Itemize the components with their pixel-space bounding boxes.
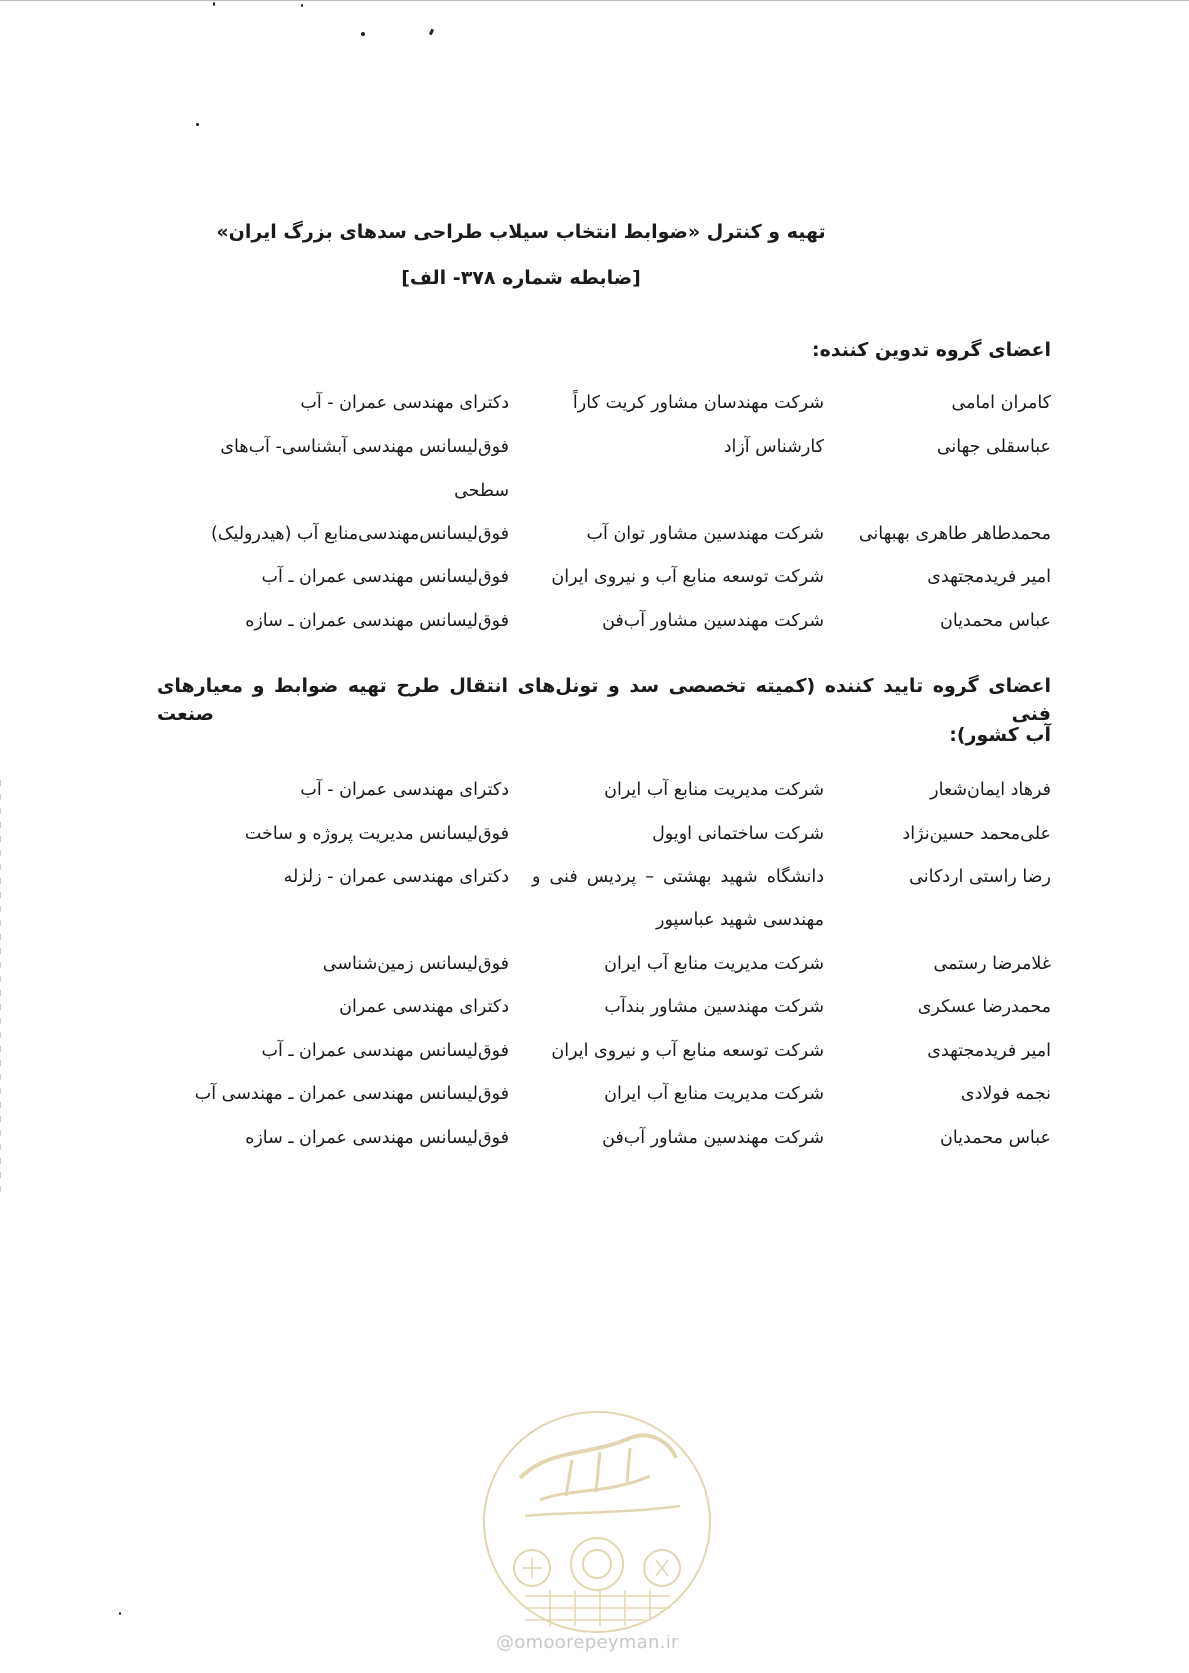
member-degree: فوق‌لیسانس مهندسی عمران ـ آب: [261, 1041, 509, 1061]
watermark-seal-logo: [480, 1408, 714, 1636]
member-row: [0, 1123, 1189, 1153]
member-organization: شرکت مدیریت منابع آب ایران: [604, 1084, 824, 1104]
member-organization: شرکت توسعه منابع آب و نیروی ایران: [551, 1041, 824, 1061]
member-organization: دانشگاه شهید بهشتی – پردیس فنی و: [532, 867, 824, 887]
member-degree: فوق‌لیسانس مهندسی عمران ـ آب: [261, 567, 509, 587]
member-organization: کارشناس آزاد: [723, 437, 824, 457]
approvers-group-heading-continued: آب کشور):: [949, 724, 1051, 746]
member-organization: شرکت مهندسین مشاور بندآب: [604, 997, 824, 1017]
document-title: تهیه و کنترل «ضوابط انتخاب سیلاب طراحی سدهای بزرگ ایران»: [216, 221, 826, 243]
member-name: محمدطاهر طاهری بهبهانی: [858, 524, 1051, 544]
member-name: امیر فریدمجتهدی: [927, 567, 1051, 587]
member-organization: شرکت ساختمانی اویول: [652, 824, 824, 844]
member-degree: دکترای مهندسی عمران - آب: [300, 393, 509, 413]
member-degree: دکترای مهندسی عمران - زلزله: [283, 867, 509, 887]
member-row: [0, 1036, 1189, 1066]
member-degree: فوق‌لیسانس مهندسی عمران ـ سازه: [245, 1128, 509, 1148]
member-row: [0, 949, 1189, 979]
member-degree: فوق‌لیسانس‌مهندسی‌منابع آب (هیدرولیک): [210, 524, 509, 544]
member-degree: دکترای مهندسی عمران: [339, 997, 509, 1017]
member-row: [0, 562, 1189, 592]
member-name: فرهاد ایمان‌شعار: [930, 780, 1051, 800]
member-name: رضا راستی اردکانی: [909, 867, 1051, 887]
member-organization-continued: مهندسی شهید عباسپور: [656, 910, 824, 930]
member-organization: شرکت مهندسین مشاور آب‌فن: [602, 1128, 824, 1148]
member-organization: شرکت مدیریت منابع آب ایران: [604, 954, 824, 974]
scan-speck: [361, 32, 365, 36]
member-name: محمدرضا عسکری: [917, 997, 1051, 1017]
member-row: [0, 519, 1189, 549]
scan-speck: [213, 2, 215, 6]
member-row: [0, 775, 1189, 805]
regulation-number: [ضابطه شماره ۳۷۸- الف]: [401, 267, 641, 289]
member-row: [0, 819, 1189, 849]
scan-speck: [301, 4, 303, 7]
member-row: [0, 1079, 1189, 1109]
watermark-website: @omoorepeyman.ir: [496, 1632, 679, 1653]
member-degree: فوق‌لیسانس مهندسی عمران ـ مهندسی آب: [194, 1084, 509, 1104]
member-degree: فوق‌لیسانس مهندسی آبشناسی- آب‌های: [220, 437, 509, 457]
member-organization: شرکت مدیریت منابع آب ایران: [604, 780, 824, 800]
member-name: عباس محمدیان: [939, 1128, 1051, 1148]
member-organization: شرکت توسعه منابع آب و نیروی ایران: [551, 567, 824, 587]
member-degree: فوق‌لیسانس زمین‌شناسی: [322, 954, 509, 974]
member-row-continuation: [0, 476, 1189, 506]
authors-group-heading: اعضای گروه تدوین کننده:: [811, 339, 1051, 361]
approvers-group-heading: اعضای گروه تایید کننده (کمیته تخصصی سد و تونل‌های انتقال طرح تهیه ضوابط و معیارهای فنی صنعت: [157, 675, 1051, 725]
member-degree-continued: سطحی: [454, 481, 509, 501]
member-name: نجمه فولادی: [960, 1084, 1051, 1104]
member-row: [0, 992, 1189, 1022]
scan-top-edge: [0, 0, 1189, 1]
member-name: امیر فریدمجتهدی: [927, 1041, 1051, 1061]
scan-speck: [429, 29, 434, 36]
member-name: عباسقلی جهانی: [936, 437, 1051, 457]
member-name: غلامرضا رستمی: [933, 954, 1051, 974]
scan-speck: [119, 1612, 121, 1615]
member-row-continuation: [0, 905, 1189, 935]
member-degree: دکترای مهندسی عمران - آب: [300, 780, 509, 800]
member-degree: فوق‌لیسانس مدیریت پروژه و ساخت: [244, 824, 509, 844]
member-organization: شرکت مهندسان مشاور کریت کاراً: [572, 393, 824, 413]
member-name: عباس محمدیان: [939, 611, 1051, 631]
scan-speck: [196, 123, 199, 126]
member-row: [0, 862, 1189, 892]
member-row: [0, 388, 1189, 418]
member-name: کامران امامی: [951, 393, 1051, 413]
member-row: [0, 432, 1189, 462]
member-organization: شرکت مهندسین مشاور توان آب: [586, 524, 824, 544]
member-degree: فوق‌لیسانس مهندسی عمران ـ سازه: [245, 611, 509, 631]
member-row: [0, 606, 1189, 636]
member-name: علی‌محمد حسین‌نژاد: [902, 824, 1051, 844]
member-organization: شرکت مهندسین مشاور آب‌فن: [602, 611, 824, 631]
